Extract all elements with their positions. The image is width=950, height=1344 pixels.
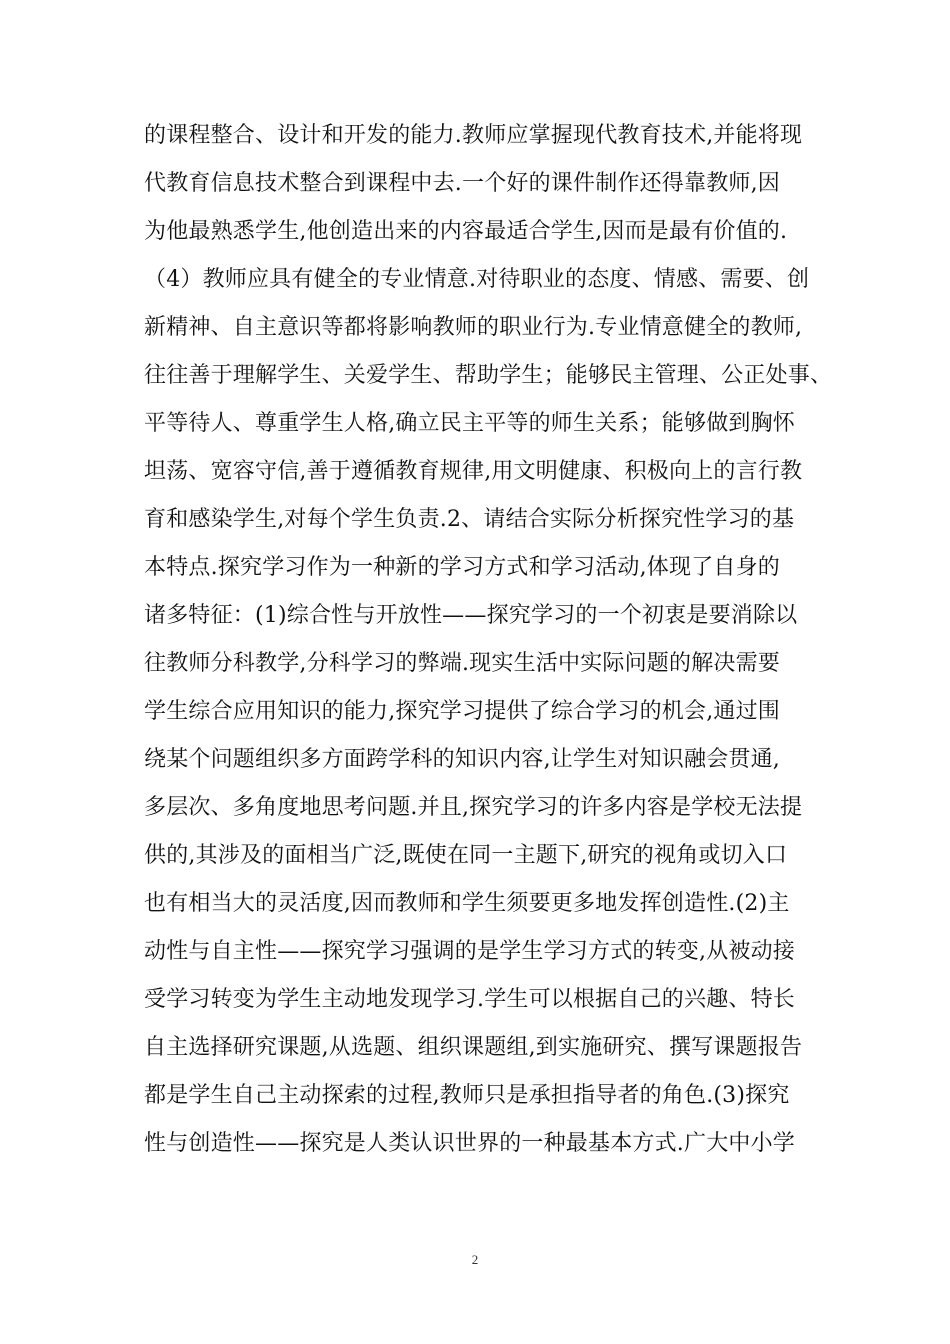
text-line: 本特点.探究学习作为一种新的学习方式和学习活动,体现了自身的 [144, 555, 780, 580]
text-line: 坦荡、宽容守信,善于遵循教育规律,用文明健康、积极向上的言行教 [144, 459, 803, 484]
text-line: 新精神、自主意识等都将影响教师的职业行为.专业情意健全的教师, [144, 315, 803, 340]
text-line: 往往善于理解学生、关爱学生、帮助学生；能够民主管理、公正处事、 [144, 363, 833, 388]
body-text [144, 112, 833, 1168]
text-line: （4）教师应具有健全的专业情意.对待职业的态度、情感、需要、创 [144, 267, 810, 292]
text-line: 往教师分科教学,分科学习的弊端.现实生活中实际问题的解决需要 [144, 651, 780, 676]
text-line: 都是学生自己主动探索的过程,教师只是承担指导者的角色.(3)探究 [144, 1083, 790, 1108]
text-line: 平等待人、尊重学生人格,确立民主平等的师生关系；能够做到胸怀 [144, 411, 795, 436]
text-line: 的课程整合、设计和开发的能力.教师应掌握现代教育技术,并能将现 [144, 123, 803, 148]
text-line: 代教育信息技术整合到课程中去.一个好的课件制作还得靠教师,因 [144, 171, 780, 196]
text-line: 性与创造性——探究是人类认识世界的一种最基本方式.广大中小学 [144, 1131, 795, 1156]
text-line: 自主选择研究课题,从选题、组织课题组,到实施研究、撰写课题报告 [144, 1035, 803, 1060]
text-line: 育和感染学生,对每个学生负责.2、请结合实际分析探究性学习的基 [144, 507, 795, 532]
text-line: 学生综合应用知识的能力,探究学习提供了综合学习的机会,通过围 [144, 699, 780, 724]
text-line: 供的,其涉及的面相当广泛,既使在同一主题下,研究的视角或切入口 [144, 843, 788, 868]
text-line: 多层次、多角度地思考问题.并且,探究学习的许多内容是学校无法提 [144, 795, 803, 820]
text-line: 为他最熟悉学生,他创造出来的内容最适合学生,因而是最有价值的. [144, 219, 788, 244]
text-line: 绕某个问题组织多方面跨学科的知识内容,让学生对知识融会贯通, [144, 747, 780, 772]
text-line: 也有相当大的灵活度,因而教师和学生须要更多地发挥创造性.(2)主 [144, 891, 790, 916]
page-number: 2 [471, 1252, 479, 1267]
text-line: 受学习转变为学生主动地发现学习.学生可以根据自己的兴趣、特长 [144, 987, 795, 1012]
text-line: 动性与自主性——探究学习强调的是学生学习方式的转变,从被动接 [144, 939, 795, 964]
text-line: 诸多特征：(1)综合性与开放性——探究学习的一个初衷是要消除以 [144, 603, 798, 628]
